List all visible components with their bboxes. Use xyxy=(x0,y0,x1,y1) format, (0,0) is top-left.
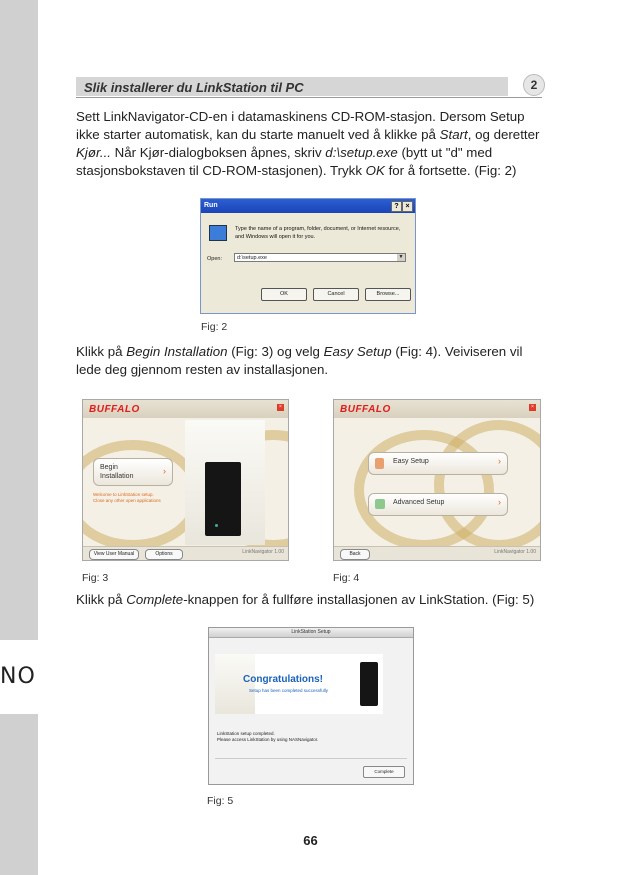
run-dialog xyxy=(200,198,416,314)
buffalo-logo: BUFFALO xyxy=(89,404,140,415)
complete-button[interactable]: Complete xyxy=(363,766,405,778)
instruction-paragraph-2 xyxy=(76,343,551,379)
caption-fig3: Fig: 3 xyxy=(82,572,109,584)
congratulations-heading: Congratulations! xyxy=(243,674,323,685)
version-label: LinkNavigator 1.00 xyxy=(494,549,536,555)
text: (Fig: 3) og velg xyxy=(227,344,324,359)
text: for å fortsette. (Fig: 2) xyxy=(384,163,517,178)
section-header-bar xyxy=(76,77,508,96)
back-button[interactable]: Back xyxy=(340,549,370,560)
dropdown-arrow-icon[interactable]: ▼ xyxy=(398,254,404,260)
language-tab: NO xyxy=(0,664,36,689)
instruction-paragraph-3 xyxy=(76,591,551,609)
text: -knappen for å fullføre installasjonen av LinkStation. (Fig: 5) xyxy=(183,592,535,607)
arrow-right-icon: › xyxy=(498,456,501,466)
text: Sett LinkNavigator-CD-en i datamaskinens CD-ROM-stasjon. Dersom Setup ikke starter automatisk, kan du starte manuelt ved å klikke på xyxy=(76,109,525,142)
browse-button[interactable]: Browse... xyxy=(365,288,411,301)
help-button[interactable]: ? xyxy=(391,201,402,212)
installer-setup-type-screen xyxy=(333,399,541,561)
linkstation-device xyxy=(360,662,378,706)
side-tab xyxy=(0,0,38,875)
text: (Fig: 4). Veiviseren vil lede deg gjennom resten av installasjonen. xyxy=(76,344,523,377)
view-user-manual-button[interactable]: View User Manual xyxy=(89,549,139,560)
run-dialog-titlebar xyxy=(201,199,415,213)
close-button[interactable]: × xyxy=(402,201,413,212)
installer-header xyxy=(83,400,288,418)
linkstation-device xyxy=(205,462,241,536)
instruction-paragraph-1 xyxy=(76,108,551,180)
ok-button[interactable]: OK xyxy=(261,288,307,301)
open-input-value: d:\setup.exe xyxy=(237,255,267,261)
open-label: Open: xyxy=(207,256,222,262)
emphasis-setup-path: d:\setup.exe xyxy=(325,145,398,160)
caption-fig2: Fig: 2 xyxy=(201,321,228,333)
emphasis-easy-setup: Easy Setup xyxy=(323,344,392,359)
status-led xyxy=(215,524,218,527)
text: Klikk på xyxy=(76,592,127,607)
section-header xyxy=(76,75,542,98)
easy-setup-button[interactable] xyxy=(368,452,508,475)
advanced-setup-button[interactable] xyxy=(368,493,508,516)
completion-message: LinkStation setup completed. Please access LinkStation by using NASNavigator. xyxy=(217,731,319,742)
installer-footer xyxy=(334,546,540,560)
easy-setup-icon xyxy=(375,458,384,469)
text: Når Kjør-dialogboksen åpnes, skriv xyxy=(110,145,326,160)
cancel-button[interactable]: Cancel xyxy=(313,288,359,301)
options-button[interactable]: Options xyxy=(145,549,183,560)
caption-fig5: Fig: 5 xyxy=(207,795,234,807)
welcome-text: Welcome to LinkStation setup. Close any other open applications xyxy=(93,492,161,503)
congratulations-banner xyxy=(215,654,383,714)
dialog-title: LinkStation Setup xyxy=(209,628,413,638)
text: Klikk på xyxy=(76,344,127,359)
emphasis-begin-installation: Begin Installation xyxy=(126,344,228,359)
emphasis-ok: OK xyxy=(365,163,385,178)
text: (bytt ut "d" med stasjonsbokstaven til CD-ROM-stasjonen). Trykk xyxy=(76,145,493,178)
section-title: Slik installerer du LinkStation til PC xyxy=(84,80,304,95)
caption-fig4: Fig: 4 xyxy=(333,572,360,584)
version-label: LinkNavigator 1.00 xyxy=(242,549,284,555)
divider xyxy=(215,758,407,759)
setup-complete-dialog xyxy=(208,627,414,785)
product-photo xyxy=(185,420,265,545)
close-button[interactable]: × xyxy=(529,404,536,411)
run-program-icon xyxy=(209,225,227,241)
text: , og deretter xyxy=(467,127,540,142)
arrow-right-icon: › xyxy=(163,466,166,476)
run-dialog-message: Type the name of a program, folder, document, or Internet resource, and Windows will open it for you. xyxy=(235,226,401,240)
open-input[interactable] xyxy=(234,253,406,262)
run-dialog-title: Run xyxy=(204,202,218,209)
step-badge: 2 xyxy=(523,74,545,96)
begin-installation-button[interactable] xyxy=(93,458,173,486)
emphasis-start: Start xyxy=(439,127,468,142)
emphasis-run: Kjør... xyxy=(76,145,111,160)
close-button[interactable]: × xyxy=(277,404,284,411)
easy-setup-label: Easy Setup xyxy=(393,458,429,465)
arrow-right-icon: › xyxy=(498,497,501,507)
installer-header xyxy=(334,400,540,418)
congratulations-subline: Setup has been completed successfully xyxy=(249,688,329,693)
advanced-setup-icon xyxy=(375,499,385,509)
installer-footer xyxy=(83,546,288,560)
buffalo-logo: BUFFALO xyxy=(340,404,391,415)
begin-installation-label: Begin Installation xyxy=(100,464,134,480)
emphasis-complete: Complete xyxy=(126,592,184,607)
advanced-setup-label: Advanced Setup xyxy=(393,499,445,506)
page-number: 66 xyxy=(303,833,318,848)
installer-start-screen xyxy=(82,399,289,561)
